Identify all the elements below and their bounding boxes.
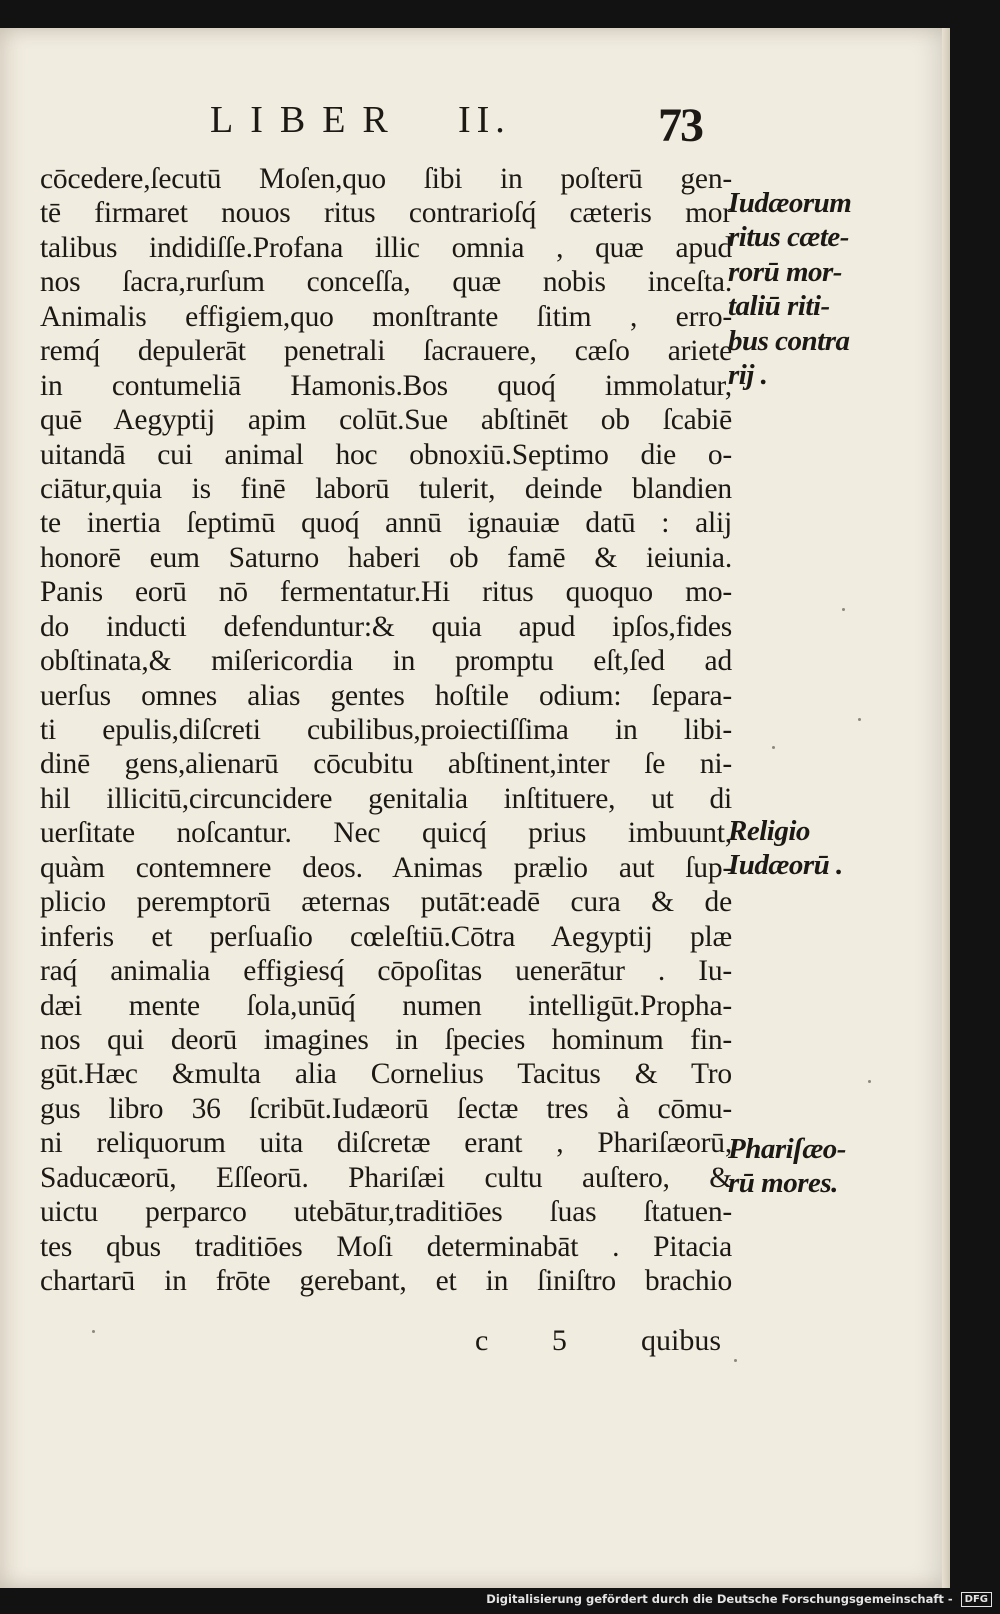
page-footer-line [475,1324,735,1364]
paper-speck [734,1359,737,1362]
running-head [210,98,730,160]
text-line: hil illicitū,circuncidere genitalia inſtituere, ut di [40,782,732,815]
text-line: obſtinata,& miſericordia in promptu eſt,ſed ad [40,645,732,678]
text-line: remq́ depulerāt penetrali ſacrauere, cæſo ariete [40,335,732,368]
marginal-note-religio [728,814,928,883]
marginal-note-line: Phariſæo- [728,1133,846,1165]
marginal-note-line: Iudæorū . [728,849,843,882]
text-line: dinē gens,alienarū cōcubitu abſtinent,inter ſe ni- [40,748,732,781]
paper-speck [772,746,775,749]
marginal-note-line: Religio [728,815,810,847]
text-line: uerſitate noſcantur. Nec quicq́ prius imbuunt, [40,817,732,850]
text-line: Panis eorū nō fermentatur.Hi ritus quoquo mo- [40,576,732,609]
paper-speck [858,718,861,721]
text-line: te inertia ſeptimū quoq́ annū ignauiæ datū : alij [40,507,732,540]
credit-text: Digitalisierung gefördert durch die Deutsche Forschungsgemeinschaft - [486,1592,953,1606]
text-line: Animalis effigiem,quo monſtrante ſitim , erro- [40,300,732,333]
text-line: nos ſacra,rurſum conceſſa, quæ nobis inceſta. [40,266,732,299]
text-line: quē Aegyptij apim colūt.Sue abſtinēt ob ſcabiē [40,404,732,437]
digitization-credit [486,1592,992,1610]
marginal-note-line: bus contra [728,324,850,357]
text-line: uictu perparco utebātur,traditiōes ſuas ſtatuen- [40,1196,732,1229]
marginal-note-line: rorū mor- [728,255,842,288]
text-line: plicio peremptorū æternas putāt:eadē cura & de [40,886,732,919]
text-line: inferis et perſuaſio cœleſtiū.Cōtra Aegyptij plæ [40,920,732,953]
marginal-note-line: rū mores. [728,1167,838,1200]
paper-speck [92,1330,95,1333]
catchword: quibus [640,1324,721,1357]
signature-mark: c 5 [475,1324,595,1357]
paper-speck [842,608,845,611]
text-line: ti epulis,diſcreti cubilibus,proiectiſſima in libi- [40,714,732,746]
marginal-note-line: rij . [728,359,768,392]
running-head-title: LIBER [210,99,405,141]
text-line: gūt.Hæc &multa alia Cornelius Tacitus & Tro [40,1058,732,1091]
running-head-book-number: II. [458,99,511,141]
marginal-note-line: ritus cæte- [728,221,849,254]
text-line: Saducæorū, Eſſeorū. Phariſæi cultu auſtero, & [40,1161,732,1194]
text-line: quàm contemnere deos. Animas prælio aut ſup- [40,851,732,884]
marginal-note-line: Iudæorum [728,187,852,219]
text-line: tes qbus traditiōes Moſi determinabāt . Pitacia [40,1230,732,1263]
text-line: cōcedere,ſecutū Moſen,quo ſibi in poſterū gen- [40,163,732,195]
folio-number: 73 [658,99,702,152]
text-line: tē firmaret nouos ritus contrarioſq́ cæteris mor [40,197,732,230]
text-line: gus libro 36 ſcribūt.Iudæorū ſectæ tres à cōmu- [40,1092,732,1125]
text-line: chartarū in frōte gerebant, et in ſiniſtro brachio [40,1265,732,1297]
marginal-note-line: taliū riti- [728,290,830,323]
text-line: honorē eum Saturno haberi ob famē & ieiunia. [40,541,732,574]
paper-speck [868,1080,871,1083]
text-line: nos qui deorū imagines in ſpecies hominum fin- [40,1023,732,1056]
text-line: ciātur,quia is finē laborū tulerit, deinde blandien [40,472,732,505]
marginal-note-iudaeorum-ritus [728,186,928,393]
text-line: dæi mente ſola,unūq́ numen intelligūt.Propha- [40,989,732,1022]
text-line: uerſus omnes alias gentes hoſtile odium: ſepara- [40,679,732,712]
page-edge [942,28,950,1588]
main-text-block [40,162,732,1298]
text-line: raq́ animalia effigiesq́ cōpoſitas uenerātur . Iu- [40,955,732,988]
book-page [0,28,950,1588]
marginal-note-pharisaeorum [728,1132,928,1201]
dfg-logo: DFG [961,1592,992,1607]
text-line: in contumeliā Hamonis.Bos quoq́ immolatur, [40,369,732,402]
text-line: uitandā cui animal hoc obnoxiū.Septimo die o- [40,438,732,471]
text-line: do inducti defenduntur:& quia apud ipſos,fides [40,610,732,643]
text-line: ni reliquorum uita diſcretæ erant , Phariſæorū, [40,1127,732,1160]
text-line: talibus indidiſſe.Profana illic omnia , quæ apud [40,231,732,264]
